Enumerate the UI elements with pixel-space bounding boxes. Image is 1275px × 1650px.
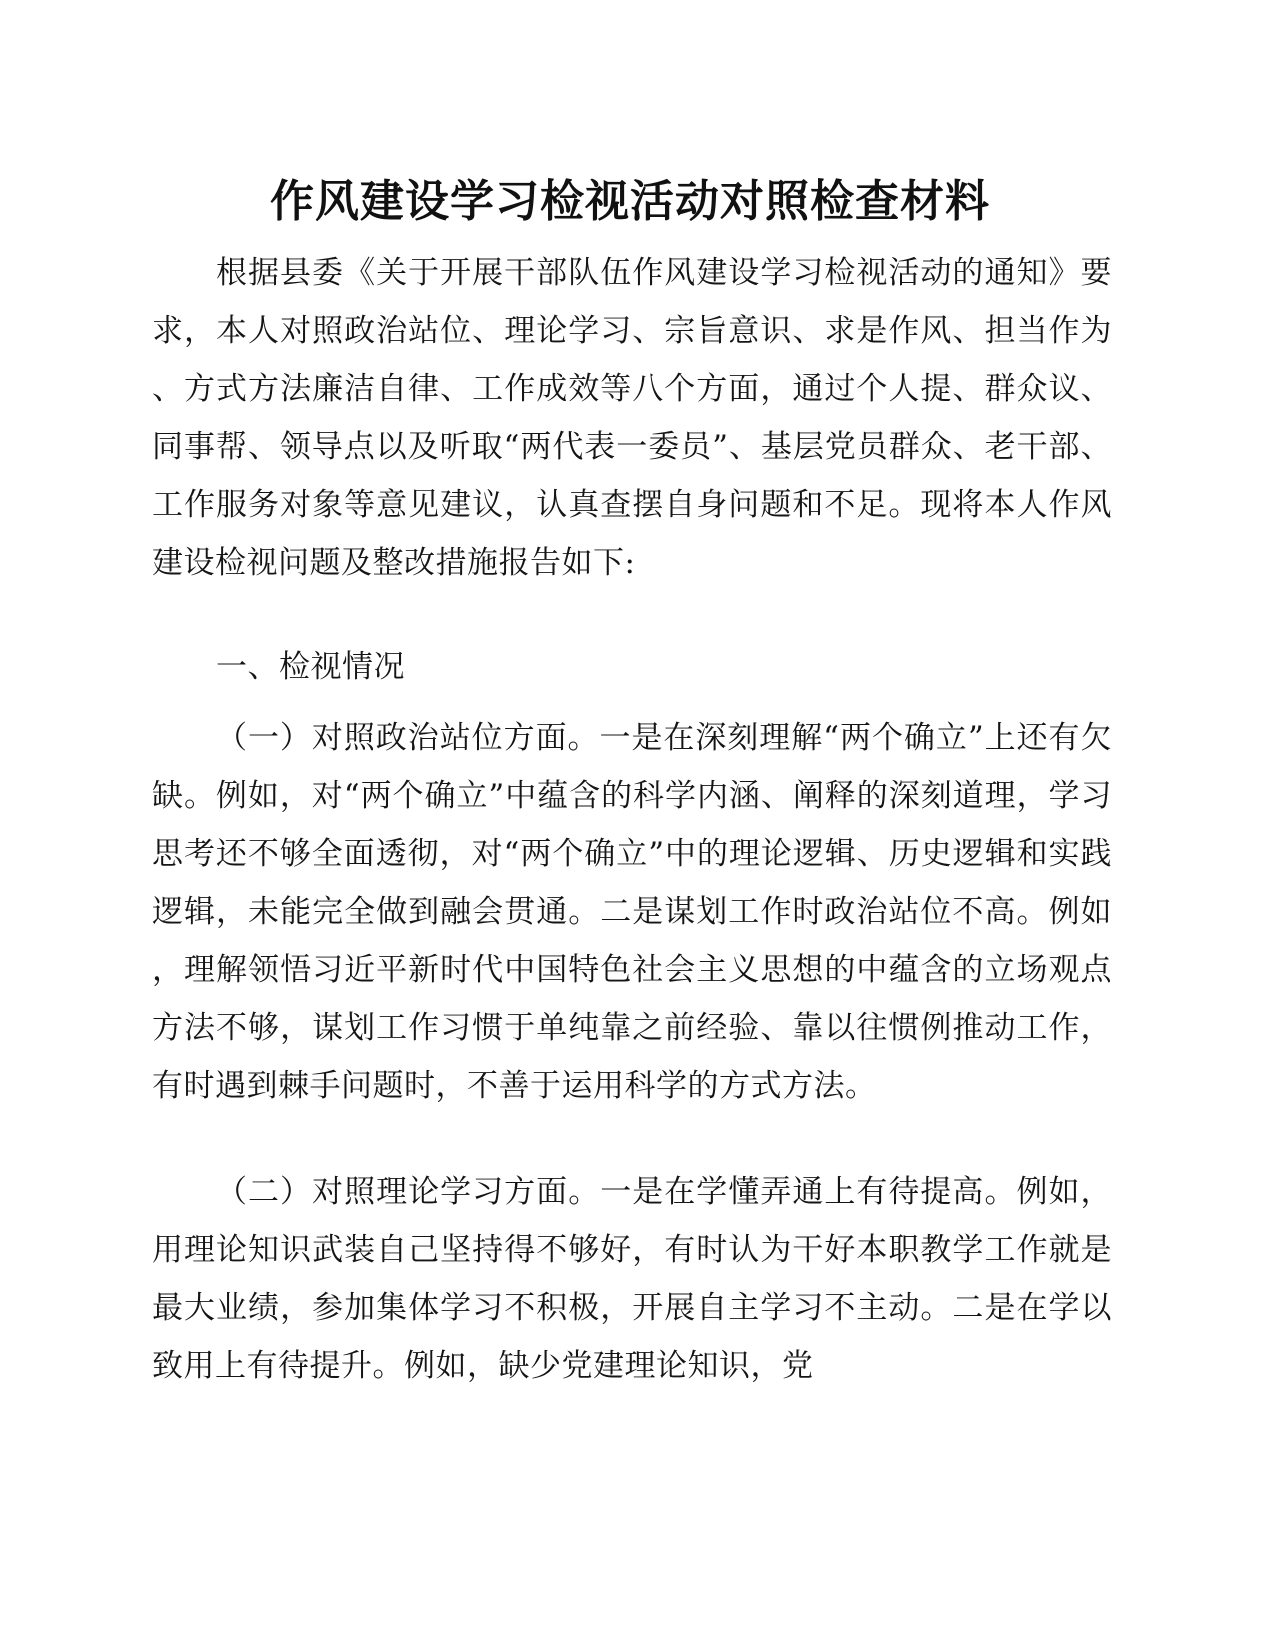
political-stance-paragraph: （一）对照政治站位方面。一是在深刻理解“两个确立”上还有欠缺。例如，对“两个确立”中蕴含的科学内涵、阐释的深刻道理，学习思考还不够全面透彻，对“两个确立”中的理论逻辑、历史逻辑和实践逻辑，未能完全做到融会贯通。二是谋划工作时政治站位不高。例如，理解领悟习近平新时代中国特色社会主义思想的中蕴含的立场观点方法不够，谋划工作习惯于单纯靠之前经验、靠以往惯例推动工作，有时遇到棘手问题时，不善于运用科学的方式方法。 bbox=[152, 720, 1112, 1104]
intro-paragraph: 根据县委《关于开展干部队伍作风建设学习检视活动的通知》要求，本人对照政治站位、理论学习、宗旨意识、求是作风、担当作为、方式方法廉洁自律、工作成效等八个方面，通过个人提、群众议、同事帮、领导点以及听取“两代表一委员”、基层党员群众、老干部、工作服务对象等意见建议，认真查摆自身问题和不足。现将本人作风建设检视问题及整改措施报告如下: bbox=[152, 255, 1112, 581]
theory-study-paragraph: （二）对照理论学习方面。一是在学懂弄通上有待提高。例如，用理论知识武装自己坚持得不够好，有时认为干好本职教学工作就是最大业绩，参加集体学习不积极，开展自主学习不主动。二是在学以致用上有待提升。例如，缺少党建理论知识，党 bbox=[152, 1174, 1112, 1384]
section-heading: 一、检视情况 bbox=[216, 649, 405, 685]
document-title: 作风建设学习检视活动对照检查材料 bbox=[270, 176, 990, 227]
